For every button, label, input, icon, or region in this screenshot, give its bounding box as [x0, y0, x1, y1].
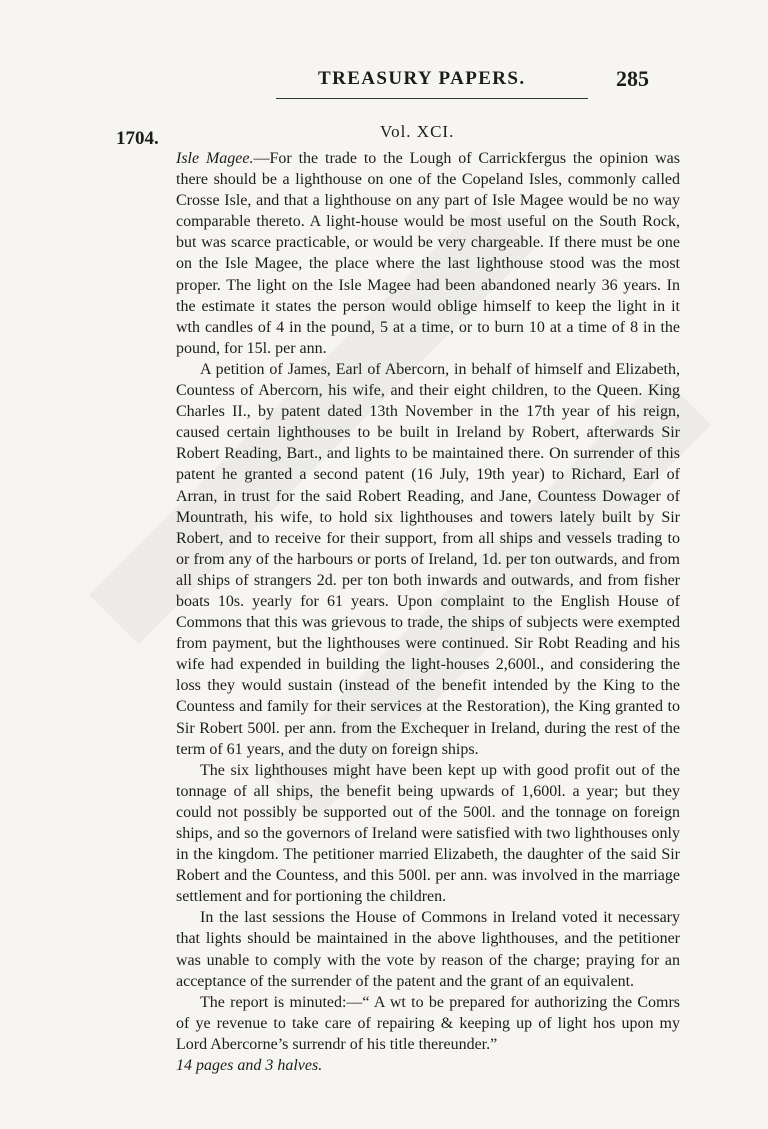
paragraph-text: A petition of James, Earl of Abercorn, in behalf of himself and Elizabeth, Countess of Abercorn, his wife, and their eight children, to the Queen. King Charles II., by patent dated 13th November in the 17th year of his reign, caused certain lighthouses to be built in Ireland by Robert, afterwards Sir Robert Reading, Bart., and lights to be maintained there. On surrender of this patent he granted a second patent (16 July, 19th year) to Richard, Earl of Arran, in trust for the said Robert Reading, and Jane, Countess Dowager of Mountrath, his wife, to hold six lighthouses and towers lately built by Sir Robert, and to receive for their support, from all ships and vessels trading to or from any of the harbours or ports of Ireland, 1d. per ton outwards, and from all ships of strangers 2d. per ton both inwards and outwards, and from fisher boats 10s. yearly for 61 years. Upon complaint to the English House of Commons that this was grievous to trade, the ships of subjects were exempted from payment, but the lighthouses were continued. Sir Robt Reading and his wife had expended in building the light-houses 2,600l., and considering the loss they would sustain (instead of the benefit intended by the King to the Countess and family for their services at the Restoration), the King granted to Sir Robert 500l. per ann. from the Exchequer in Ireland, during the rest of the term of 61 years, and the duty on foreign ships.: [176, 360, 680, 758]
page-number: 285: [616, 66, 649, 91]
paragraph-text: The report is minuted:—“ A wt to be prepared for authorizing the Comrs of ye revenue to take care of repairing & keeping up of light hos upon my Lord Abercorne’s surrendr of his title thereunder.”: [176, 993, 680, 1053]
body-text: [176, 148, 680, 1076]
paragraph-six-lighthouses: [176, 760, 680, 908]
paragraph-last-sessions: [176, 907, 680, 991]
paragraph-isle-magee: [176, 148, 680, 359]
header-rule: [276, 98, 588, 99]
paragraph-lead: Isle Magee.: [176, 150, 254, 167]
paragraph-report: [176, 992, 680, 1076]
paragraph-text: In the last sessions the House of Commons in Ireland voted it necessary that lights should be maintained in the above lighthouses, and the petitioner was unable to comply with the vote by reason of the charge; praying for an acceptance of the surrender of the patent and the grant of an equivalent.: [176, 909, 680, 990]
page-count-note: 14 pages and 3 halves.: [176, 1057, 323, 1075]
paragraph-petition: [176, 359, 680, 760]
paragraph-text: The six lighthouses might have been kept up with good profit out of the tonnage of all ships, the benefit being upwards of 1,600l. a year; but they could not possibly be supported out of the 500l. and the tonnage on foreign ships, and so the governors of Ireland were satisfied with two lighthouses only in the kingdom. The petitioner married Elizabeth, the daughter of the said Sir Robert and the Countess, and this 500l. per ann. was involved in the marriage settlement and for portioning the children.: [176, 761, 680, 906]
running-head: TREASURY PAPERS.: [318, 68, 526, 89]
paragraph-text: —For the trade to the Lough of Carrickfergus the opinion was there should be a lighthouse on one of the Copeland Isles, commonly called Crosse Isle, and that a lighthouse on any part of Isle Magee would be no way comparable thereto. A light-house would be most useful on the South Rock, but was scarce practicable, or would be very chargeable. If there must be one on the Isle Magee, the place where the last lighthouse stood was the most proper. The light on the Isle Magee had been abandoned nearly 36 years. In the estimate it states the person would oblige himself to keep the light in it wth candles of 4 in the pound, 5 at a time, or to burn 10 at a time of 8 in the pound, for 15l. per ann.: [176, 150, 680, 357]
margin-year: 1704.: [116, 128, 159, 149]
volume-heading: Vol. XCI.: [380, 122, 455, 141]
page-header: [0, 68, 768, 98]
